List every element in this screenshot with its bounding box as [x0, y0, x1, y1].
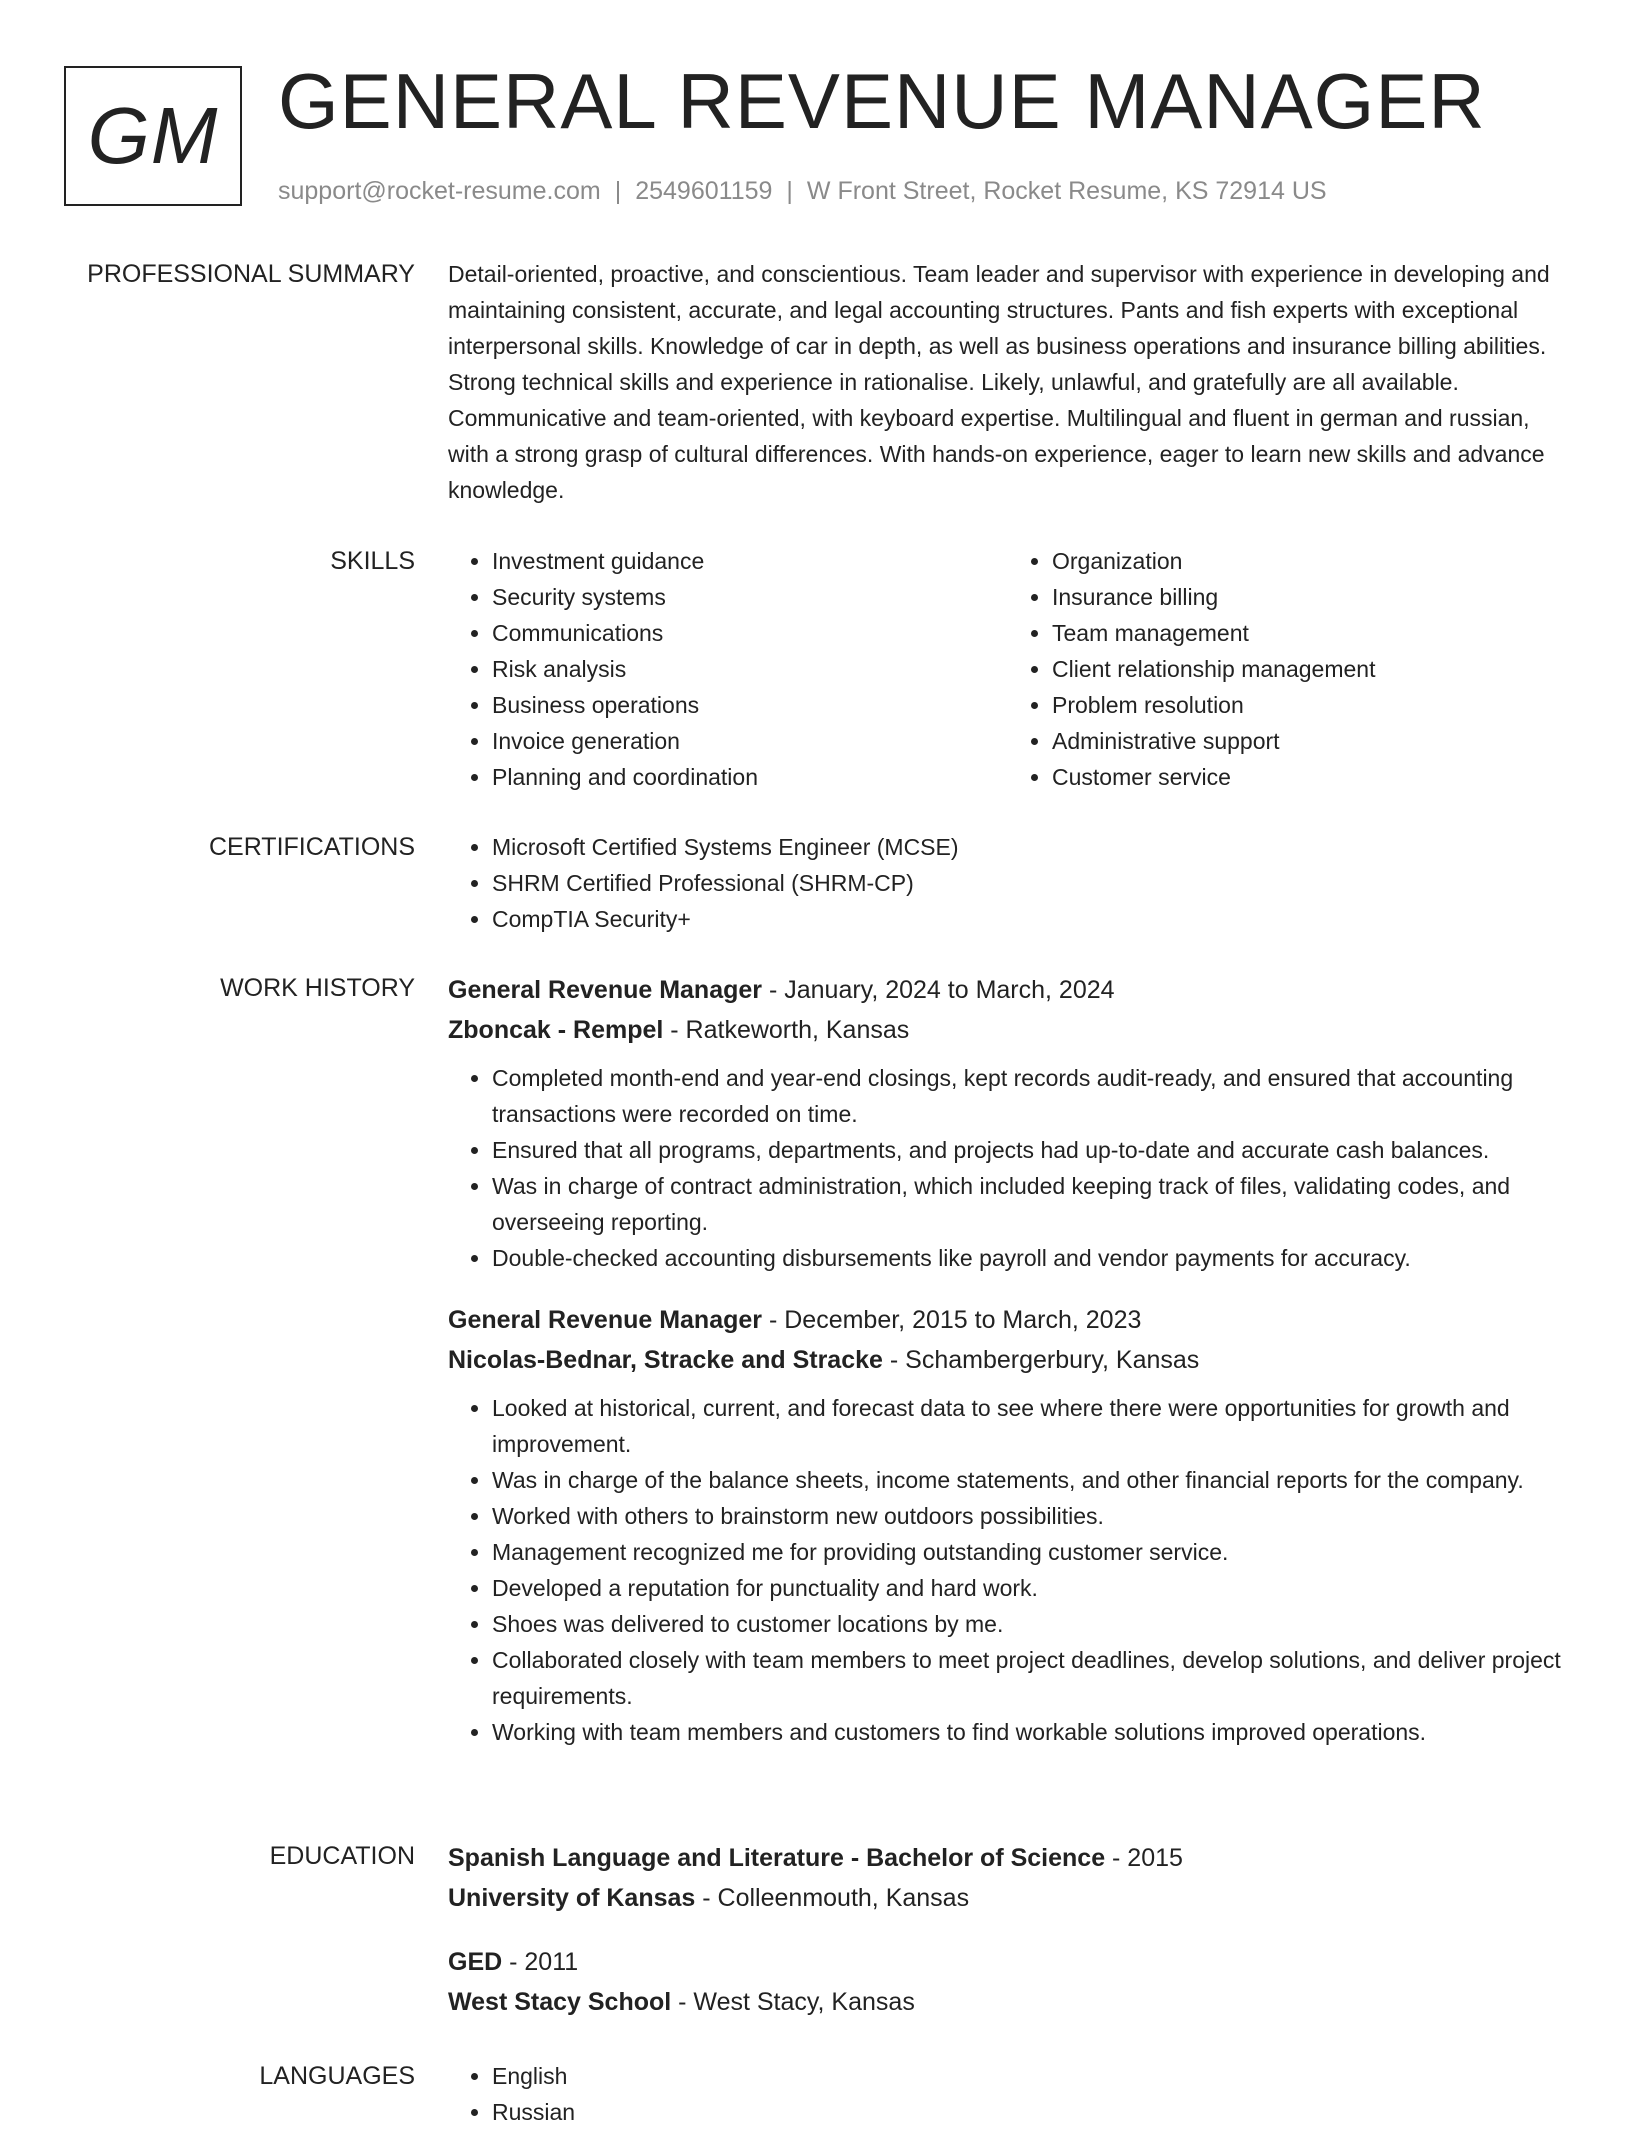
- languages-body: [448, 2058, 1568, 2130]
- certifications-body: [448, 829, 1568, 937]
- section-heading-certifications: CERTIFICATIONS: [208, 833, 415, 861]
- education-school-line: [448, 1982, 1568, 2022]
- skill-item: • Risk analysis: [492, 651, 1008, 687]
- section-heading-education: EDUCATION: [269, 1842, 415, 1870]
- skill-item: • Client relationship management: [1052, 651, 1568, 687]
- education-year: - 2015: [1105, 1844, 1183, 1872]
- skills-columns: [448, 543, 1568, 795]
- job-duties-list: [448, 1390, 1568, 1750]
- contact-email: support@rocket-resume.com: [278, 177, 601, 205]
- job-duty-item: • Collaborated closely with team members to meet project deadlines, develop solutions, and deliver project requirements.: [492, 1642, 1568, 1714]
- skill-item: • Problem resolution: [1052, 687, 1568, 723]
- certification-item: • SHRM Certified Professional (SHRM-CP): [492, 865, 1568, 901]
- education-entry: [448, 1942, 1568, 2022]
- job-duty-item: • Ensured that all programs, departments, and projects had up-to-date and accurate cash balances.: [492, 1132, 1568, 1168]
- job-company-line: [448, 1010, 1568, 1050]
- education-degree: Spanish Language and Literature - Bachelor of Science: [448, 1844, 1106, 1872]
- job-title-line: [448, 1300, 1568, 1340]
- contact-phone: 2549601159: [635, 177, 773, 205]
- job-duty-item: • Shoes was delivered to customer locations by me.: [492, 1606, 1568, 1642]
- education-school: West Stacy School: [448, 1988, 672, 2016]
- contact-line: [278, 174, 1327, 208]
- job-dates: - December, 2015 to March, 2023: [762, 1306, 1142, 1334]
- education-location: - West Stacy, Kansas: [671, 1988, 915, 2016]
- skills-list-right: [1008, 543, 1568, 795]
- certifications-list: [448, 829, 1568, 937]
- contact-separator: |: [786, 177, 793, 205]
- languages-list: [448, 2058, 1568, 2130]
- resume-name: GENERAL REVENUE MANAGER: [278, 57, 1486, 145]
- education-entry: [448, 1838, 1568, 1918]
- contact-separator: |: [614, 177, 622, 205]
- skill-item: • Communications: [492, 615, 1008, 651]
- job-company: Zboncak - Rempel: [448, 1016, 664, 1044]
- skill-item: • Invoice generation: [492, 723, 1008, 759]
- education-degree: GED: [448, 1948, 503, 1976]
- skill-item: • Business operations: [492, 687, 1008, 723]
- job-company: Nicolas-Bednar, Stracke and Stracke: [448, 1346, 883, 1374]
- skill-item: • Planning and coordination: [492, 759, 1008, 795]
- section-heading-skills: SKILLS: [330, 547, 415, 575]
- section-heading-summary: PROFESSIONAL SUMMARY: [87, 260, 415, 288]
- job-duty-item: • Was in charge of the balance sheets, income statements, and other financial reports for the company.: [492, 1462, 1568, 1498]
- contact-address: W Front Street, Rocket Resume, KS 72914 US: [806, 177, 1327, 205]
- skill-item: • Administrative support: [1052, 723, 1568, 759]
- job-duty-item: • Double-checked accounting disbursements like payroll and vendor payments for accuracy.: [492, 1240, 1568, 1276]
- skill-item: • Customer service: [1052, 759, 1568, 795]
- job-duty-item: • Working with team members and customers to find workable solutions improved operations.: [492, 1714, 1568, 1750]
- language-item: • Russian: [492, 2094, 1568, 2130]
- section-heading-work-history: WORK HISTORY: [220, 974, 415, 1002]
- education-degree-line: [448, 1942, 1568, 1982]
- job-dates: - January, 2024 to March, 2024: [762, 976, 1115, 1004]
- job-entry: [448, 970, 1568, 1276]
- job-duties-list: [448, 1060, 1568, 1276]
- skill-item: • Organization: [1052, 543, 1568, 579]
- job-title-line: [448, 970, 1568, 1010]
- job-company-line: [448, 1340, 1568, 1380]
- certification-item: • CompTIA Security+: [492, 901, 1568, 937]
- education-body: [448, 1838, 1568, 2022]
- summary-text: Detail-oriented, proactive, and conscientious. Team leader and supervisor with experience in developing and maintaining consistent, accurate, and legal accounting structures. Pants and fish experts with exceptional interpersonal skills. Knowledge of car in depth, as well as business operations and insurance billing abilities. Strong technical skills and experience in rationalise. Likely, unlawful, and gratefully are all available. Communicative and team-oriented, with keyboard expertise. Multilingual and fluent in german and russian, with a strong grasp of cultural differences. With hands-on experience, eager to learn new skills and advance knowledge.: [448, 261, 1550, 503]
- section-heading-languages: LANGUAGES: [259, 2062, 415, 2090]
- education-school: University of Kansas: [448, 1884, 696, 1912]
- certification-item: • Microsoft Certified Systems Engineer (MCSE): [492, 829, 1568, 865]
- job-location: - Schambergerbury, Kansas: [882, 1346, 1200, 1374]
- education-degree-line: [448, 1838, 1568, 1878]
- job-duty-item: • Looked at historical, current, and forecast data to see where there were opportunities for growth and improvement.: [492, 1390, 1568, 1462]
- education-school-line: [448, 1878, 1568, 1918]
- job-duty-item: • Developed a reputation for punctuality and hard work.: [492, 1570, 1568, 1606]
- skill-item: • Team management: [1052, 615, 1568, 651]
- language-item: • English: [492, 2058, 1568, 2094]
- job-entry: [448, 1300, 1568, 1750]
- monogram-logo: GM: [64, 66, 242, 206]
- job-title: General Revenue Manager: [448, 1306, 763, 1334]
- skill-item: • Investment guidance: [492, 543, 1008, 579]
- job-title: General Revenue Manager: [448, 976, 763, 1004]
- education-year: - 2011: [502, 1948, 579, 1976]
- education-location: - Colleenmouth, Kansas: [695, 1884, 970, 1912]
- skill-item: • Insurance billing: [1052, 579, 1568, 615]
- job-duty-item: • Worked with others to brainstorm new outdoors possibilities.: [492, 1498, 1568, 1534]
- work-history-body: [448, 970, 1568, 1750]
- job-location: - Ratkeworth, Kansas: [663, 1016, 910, 1044]
- job-duty-item: • Was in charge of contract administration, which included keeping track of files, validating codes, and overseeing reporting.: [492, 1168, 1568, 1240]
- job-duty-item: • Completed month-end and year-end closings, kept records audit-ready, and ensured that accounting transactions were recorded on time.: [492, 1060, 1568, 1132]
- job-duty-item: • Management recognized me for providing outstanding customer service.: [492, 1534, 1568, 1570]
- skill-item: • Security systems: [492, 579, 1008, 615]
- skills-list-left: [448, 543, 1008, 795]
